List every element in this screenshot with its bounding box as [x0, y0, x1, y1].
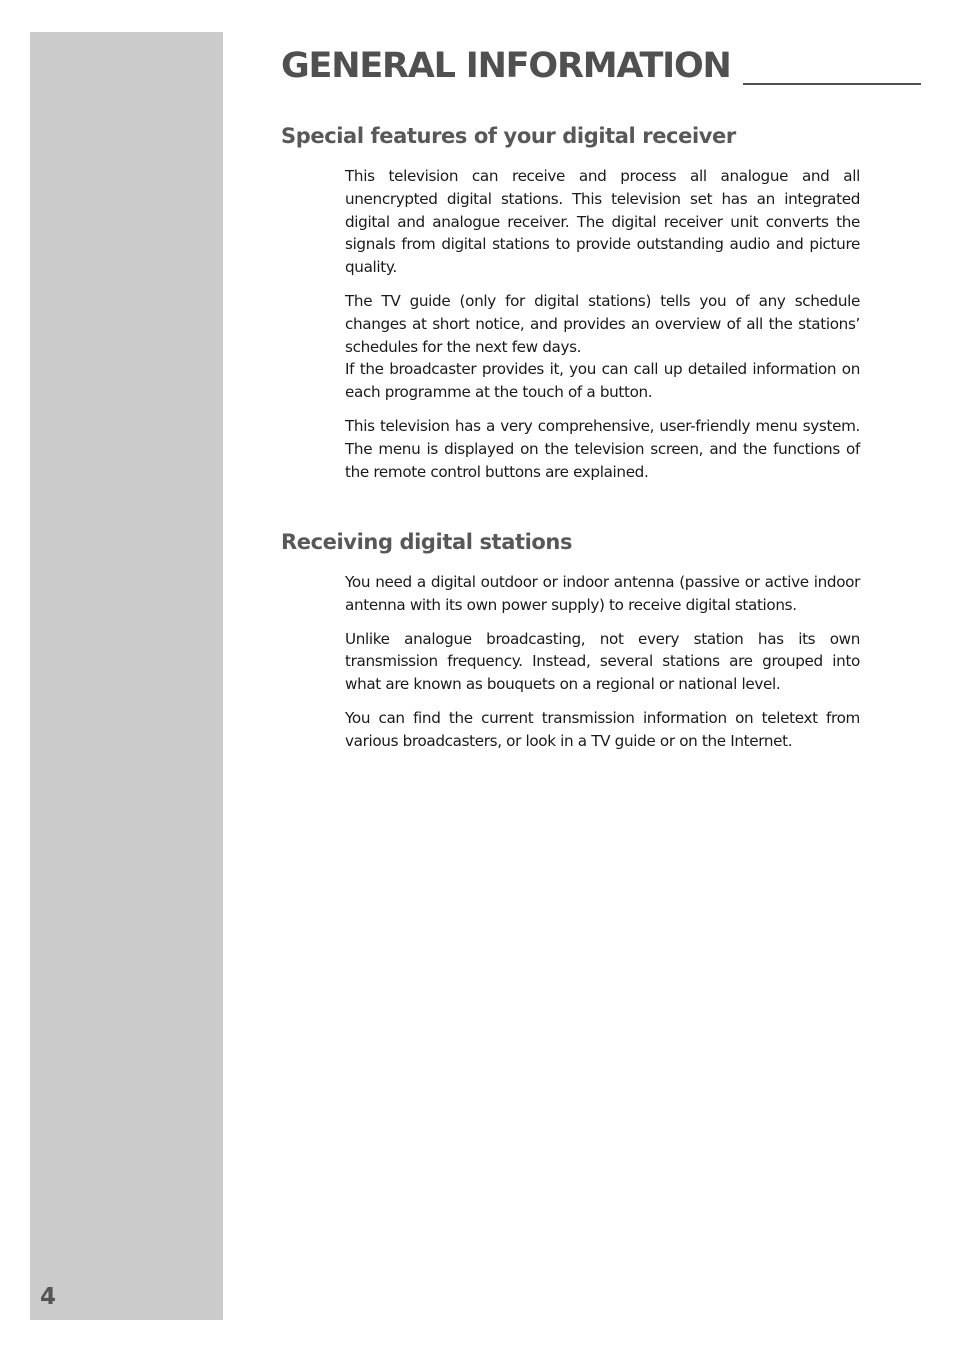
left-sidebar-band [30, 32, 223, 1320]
section-body-receiving-digital [345, 571, 860, 753]
title-rule [743, 83, 921, 85]
section-heading-special-features: Special features of your digital receiver [281, 124, 736, 148]
paragraph: You need a digital outdoor or indoor antenna (passive or active indoor antenna with its own power supply) to receive digital stations. [345, 573, 860, 614]
page-header [281, 44, 921, 88]
paragraph: The TV guide (only for digital stations) tells you of any schedule changes at short notice, and provides an overview of all the stations’ schedules for the next few days. [345, 291, 860, 356]
page-title: GENERAL INFORMATION [281, 46, 731, 86]
section-heading-receiving-digital: Receiving digital stations [281, 530, 573, 554]
section-body-special-features [345, 165, 860, 483]
paragraph: Unlike analogue broadcasting, not every station has its own transmission frequency. Instead, several stations are grouped into what are known as bouquets on a regional or national level. [345, 629, 860, 694]
paragraph: If the broadcaster provides it, you can call up detailed information on each programme at the touch of a button. [345, 360, 860, 402]
page-number: 4 [40, 1284, 57, 1310]
paragraph: This television has a very comprehensive, user-friendly menu system. The menu is displayed on the television screen, and the functions of the remote control buttons are explained. [345, 416, 860, 481]
paragraph: This television can receive and process all analogue and all unencrypted digital stations. This television set has an integrated digital and analogue receiver. The digital receiver unit converts the signals from digital stations to provide outstanding audio and picture quality. [345, 167, 860, 277]
paragraph: You can find the current transmission information on teletext from various broadcasters, or look in a TV guide or on the Internet. [345, 708, 860, 750]
